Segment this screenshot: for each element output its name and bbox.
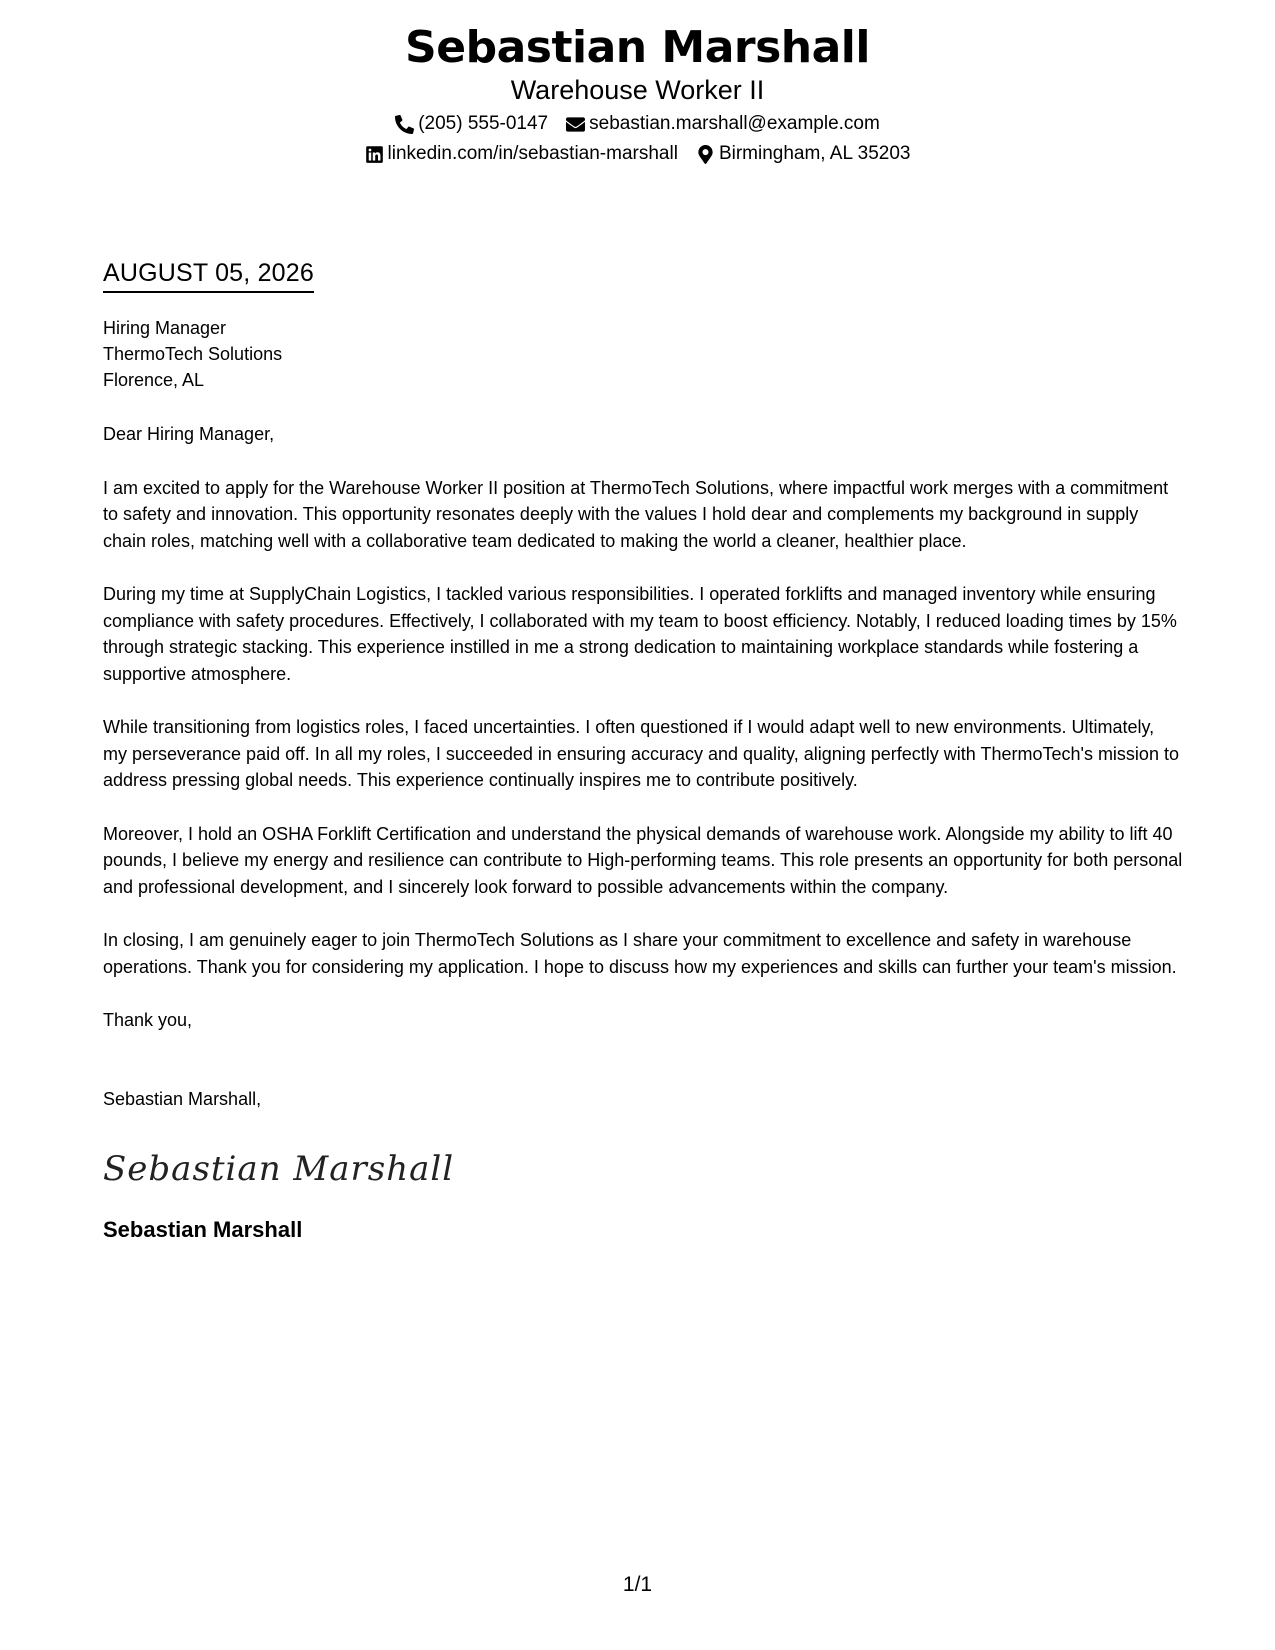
envelope-icon (566, 115, 585, 134)
body-paragraph: While transitioning from logistics roles, I faced uncertainties. I often questioned if I would adapt well to new environments. Ultimately, my perseverance paid off. In all my roles, I succeeded in ensuring accuracy and quality, aligning perfectly with ThermoTech's mission to address pressing global needs. This experience continually inspires me to contribute positively. (103, 717, 1179, 790)
svg-text:Sebastian Marshall: Sebastian Marshall (103, 1149, 455, 1189)
phone-icon (395, 115, 414, 134)
phone-number: (205) 555-0147 (418, 113, 549, 134)
map-marker-icon (696, 145, 715, 164)
body-paragraph: I am excited to apply for the Warehouse Worker II position at ThermoTech Solutions, where impactful work merges with a commitment to safety and innovation. This opportunity resonates deeply with the values I hold dear and complements my background in supply chain roles, matching well with a collaborative team dedicated to making the world a cleaner, healthier place. (103, 477, 1169, 551)
contact-location (696, 142, 911, 166)
letter-header (0, 22, 1275, 166)
body-paragraph: During my time at SupplyChain Logistics, I tackled various responsibilities. I operated forklifts and managed inventory while ensuring compliance with safety procedures. Effectively, I collaborated with my team to boost efficiency. Notably, I reduced loading times by 15% through strategic stacking. This experience instilled in me a strong dedication to maintaining workplace standards while fostering a supportive atmosphere. (103, 584, 1177, 684)
linkedin-url[interactable]: linkedin.com/in/sebastian-marshall (387, 143, 678, 164)
job-title: Warehouse Worker II (510, 75, 765, 105)
contact-linkedin[interactable] (365, 142, 678, 166)
signoff-name: Sebastian Marshall, (103, 1088, 262, 1109)
body-paragraph: In closing, I am genuinely eager to join ThermoTech Solutions as I share your commitment to excellence and safety in warehouse operations. Thank you for considering my application. I hope to discuss how my experiences and skills can further your team's mission. (103, 930, 1177, 977)
recipient-title: Hiring Manager (103, 318, 227, 338)
contact-phone (395, 112, 548, 136)
applicant-name: Sebastian Marshall (405, 22, 870, 73)
body-paragraph: Moreover, I hold an OSHA Forklift Certification and understand the physical demands of warehouse work. Alongside my ability to lift 40 pounds, I believe my energy and resilience can contribute to High-performing teams. This role presents an opportunity for both personal and professional development, and I sincerely look forward to possible advancements within the company. (103, 823, 1183, 897)
contact-email[interactable] (566, 112, 880, 136)
recipient-location: Florence, AL (103, 370, 205, 390)
recipient-company: ThermoTech Solutions (103, 344, 283, 364)
contact-row-secondary (0, 142, 1275, 166)
closing-line: Thank you, (103, 1010, 193, 1030)
letter-date: AUGUST 05, 2026 (103, 258, 314, 293)
contact-row-primary (0, 112, 1275, 136)
recipient-block (103, 315, 1183, 393)
handwritten-signature (103, 1146, 455, 1190)
salutation: Dear Hiring Manager, (103, 424, 275, 444)
signed-name: Sebastian Marshall (103, 1217, 303, 1242)
location-text: Birmingham, AL 35203 (718, 143, 911, 164)
linkedin-icon (365, 145, 384, 164)
page-number: 1/1 (622, 1573, 653, 1596)
email-address[interactable]: sebastian.marshall@example.com (589, 113, 880, 134)
letter-body (103, 258, 1183, 1244)
